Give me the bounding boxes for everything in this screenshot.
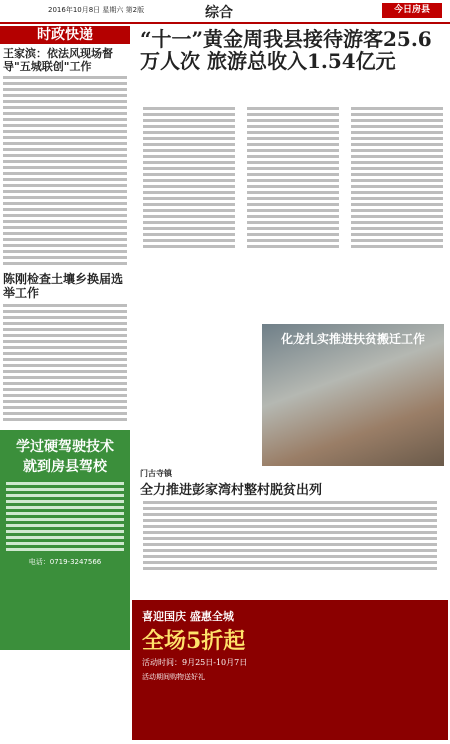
secondary-story bbox=[140, 468, 440, 573]
ad-phone: 电话：0719-3247566 bbox=[28, 558, 102, 566]
story1-title: 王家滨：依法风现场督导"五城联创"工作 bbox=[3, 47, 113, 73]
section-bar: 时政快递 bbox=[0, 26, 130, 44]
ad-body bbox=[6, 482, 124, 551]
story2-body bbox=[3, 304, 127, 421]
left-column bbox=[0, 26, 130, 424]
main-col-3 bbox=[351, 107, 443, 251]
promo-title: 喜迎国庆 盛惠全城 bbox=[142, 610, 234, 623]
brand-logo: 今日房县 bbox=[382, 3, 442, 18]
story2-title: 陈刚检查土壤乡换届选举工作 bbox=[3, 272, 124, 301]
masthead bbox=[0, 0, 450, 24]
ad-title-2: 就到房县驾校 bbox=[23, 459, 107, 475]
secondary-body bbox=[143, 501, 437, 570]
story1-body bbox=[3, 76, 127, 265]
bottom-advertisement bbox=[132, 600, 448, 740]
secondary-kicker: 门古寺镇 bbox=[140, 468, 172, 478]
issue-date: 2016年10月8日 星期六 第2版 bbox=[48, 6, 145, 14]
ad-title-1: 学过硬驾驶技术 bbox=[16, 439, 114, 455]
main-col-2 bbox=[247, 107, 339, 251]
promo-time: 活动时间：9月25日-10月7日 bbox=[142, 658, 248, 667]
secondary-title: 全力推进彭家湾村整村脱贫出列 bbox=[140, 483, 323, 498]
main-article bbox=[140, 104, 446, 254]
section-title: 综合 bbox=[205, 5, 233, 21]
promo-sale: 全场5折起 bbox=[142, 628, 246, 654]
headline-title: “十一”黄金周我县接待游客25.6万人次 旅游总收入1.54亿元 bbox=[140, 27, 432, 73]
main-col-1 bbox=[143, 107, 235, 251]
photo-caption: 化龙扎实推进扶贫搬迁工作 bbox=[280, 332, 425, 346]
driving-school-ad bbox=[0, 430, 130, 650]
main-headline bbox=[140, 28, 445, 72]
promo-note: 活动期间购物送好礼 bbox=[142, 673, 205, 681]
